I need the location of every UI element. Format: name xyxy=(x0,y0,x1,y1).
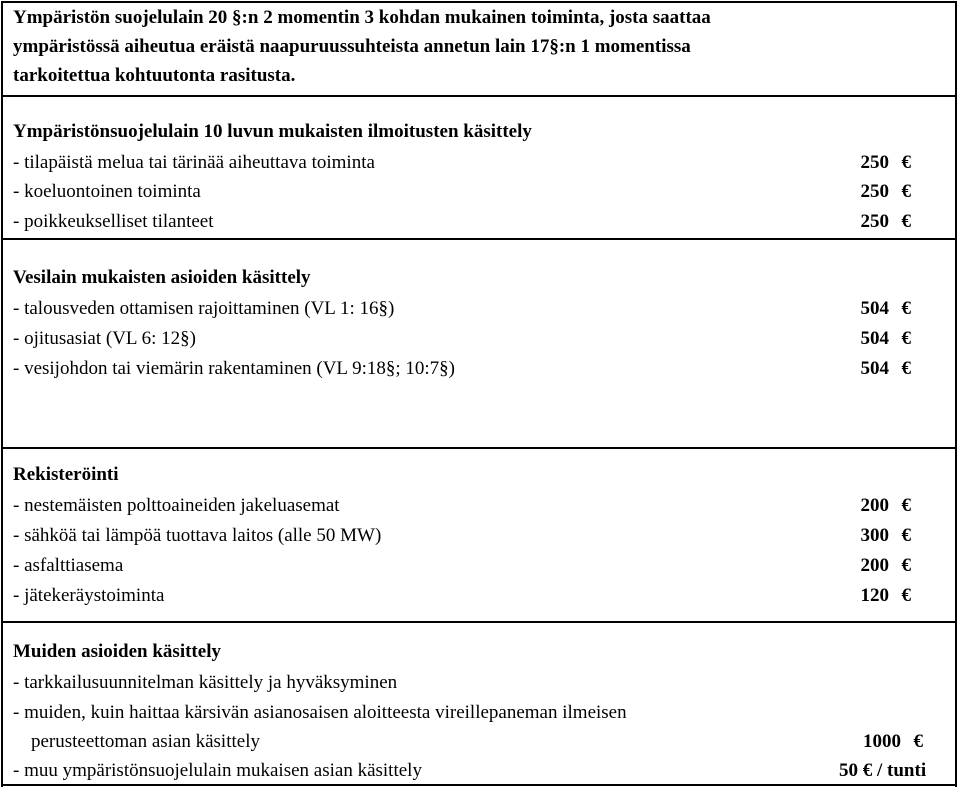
fee-amount: 120 € xyxy=(841,583,911,609)
fee-amount-hourly xyxy=(839,758,949,784)
euro-icon: € xyxy=(862,760,873,781)
list-item: - sähköä tai lämpöä tuottava laitos (alle 50 MW) xyxy=(13,525,382,546)
euro-icon: € xyxy=(913,731,923,752)
fee-amount: 504 € xyxy=(841,326,911,352)
fee-amount: 504 € xyxy=(841,356,911,382)
fee-amount: 250 € xyxy=(841,150,911,176)
list-item: - poikkeukselliset tilanteet xyxy=(13,211,214,232)
row-divider xyxy=(1,95,957,97)
list-item: - tarkkailusuunnitelman käsittely ja hyväksyminen xyxy=(13,672,398,693)
fee-amount: 504 € xyxy=(841,296,911,322)
fee-amount: 200 € xyxy=(841,493,911,519)
table-border-right xyxy=(955,1,957,787)
intro-line-1: Ympäristön suojelulain 20 §:n 2 momentin 3 kohdan mukainen toiminta, josta saattaa xyxy=(13,7,711,28)
intro-line-2: ympäristössä aiheutua eräistä naapuruussuhteista annetun lain 17§:n 1 momentissa xyxy=(13,36,691,57)
euro-icon: € xyxy=(901,328,911,349)
fee-amount: 300 € xyxy=(841,523,911,549)
fee-amount: 250 € xyxy=(841,179,911,205)
intro-line-3: tarkoitettua kohtuutonta rasitusta. xyxy=(13,65,296,86)
fee-number: 50 xyxy=(839,760,858,781)
list-item: - nestemäisten polttoaineiden jakeluasemat xyxy=(13,495,340,516)
list-item: - jätekeräystoiminta xyxy=(13,585,165,606)
list-item-continuation: perusteettoman asian käsittely xyxy=(31,731,260,752)
euro-icon: € xyxy=(901,181,911,202)
fee-amount: 250 € xyxy=(841,209,911,235)
euro-icon: € xyxy=(901,358,911,379)
fee-unit: / tunti xyxy=(877,760,927,781)
fee-table xyxy=(1,1,957,786)
euro-icon: € xyxy=(901,152,911,173)
table-border-left xyxy=(1,1,3,787)
euro-icon: € xyxy=(901,525,911,546)
section-heading-water-act: Vesilain mukaisten asioiden käsittely xyxy=(13,267,311,288)
section-heading-notifications: Ympäristönsuojelulain 10 luvun mukaisten ilmoitusten käsittely xyxy=(13,121,532,142)
euro-icon: € xyxy=(901,211,911,232)
table-border-bottom xyxy=(1,784,957,786)
list-item: - muiden, kuin haittaa kärsivän asianosaisen aloitteesta vireillepaneman ilmeisen xyxy=(13,702,627,723)
list-item: - talousveden ottamisen rajoittaminen (VL 1: 16§) xyxy=(13,298,395,319)
row-divider xyxy=(1,238,957,240)
list-item: - koeluontoinen toiminta xyxy=(13,181,201,202)
table-border-top xyxy=(1,1,957,3)
list-item: - vesijohdon tai viemärin rakentaminen (VL 9:18§; 10:7§) xyxy=(13,358,455,379)
section-heading-other: Muiden asioiden käsittely xyxy=(13,641,221,662)
row-divider xyxy=(1,447,957,449)
list-item: - tilapäistä melua tai tärinää aiheuttava toiminta xyxy=(13,152,375,173)
list-item: - ojitusasiat (VL 6: 12§) xyxy=(13,328,196,349)
row-divider xyxy=(1,621,957,623)
euro-icon: € xyxy=(901,495,911,516)
section-heading-registration: Rekisteröinti xyxy=(13,464,119,485)
fee-amount: 200 € xyxy=(841,553,911,579)
euro-icon: € xyxy=(901,555,911,576)
euro-icon: € xyxy=(901,585,911,606)
list-item: - muu ympäristönsuojelulain mukaisen asian käsittely xyxy=(13,760,422,781)
euro-icon: € xyxy=(901,298,911,319)
fee-amount: 1000 € xyxy=(841,729,923,755)
list-item: - asfalttiasema xyxy=(13,555,124,576)
